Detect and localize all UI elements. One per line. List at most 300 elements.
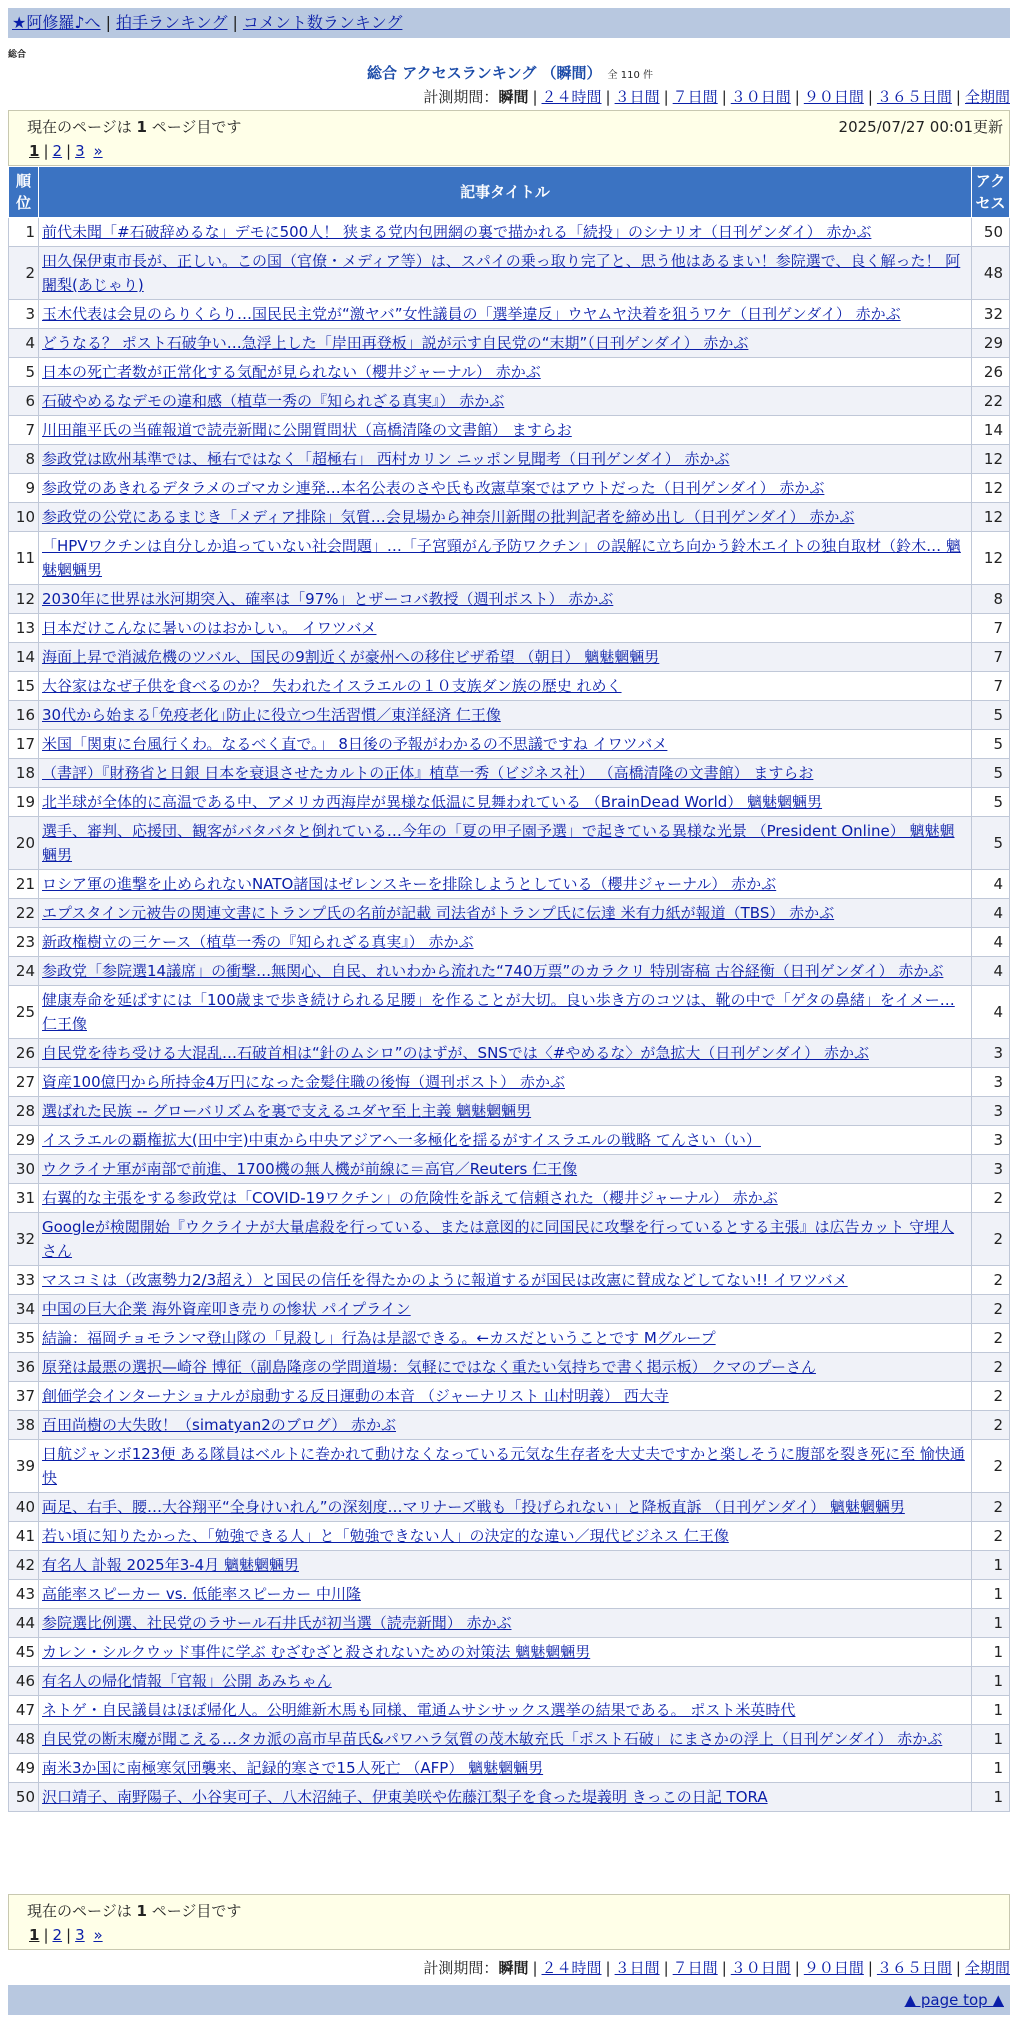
table-row bbox=[9, 1382, 1010, 1411]
title-cell bbox=[39, 1725, 972, 1754]
table-row bbox=[9, 358, 1010, 387]
period-option-4[interactable]: ３０日間 bbox=[730, 88, 791, 106]
article-link[interactable]: 高能率スピーカー vs. 低能率スピーカー 中川隆 bbox=[42, 1585, 361, 1603]
table-row bbox=[9, 1126, 1010, 1155]
access-count-cell: 48 bbox=[972, 247, 1010, 300]
article-link[interactable]: 日航ジャンボ123便 ある隊員はベルトに巻かれて動けなくなっている元気な生存者を大丈夫ですかと楽しそうに腹部を裂き死に至 愉快通快 bbox=[42, 1445, 965, 1487]
access-count-cell: 14 bbox=[972, 416, 1010, 445]
rank-cell: 34 bbox=[9, 1295, 39, 1324]
period-option-7[interactable]: 全期間 bbox=[964, 1959, 1010, 1977]
period-option-5[interactable]: ９０日間 bbox=[803, 1959, 864, 1977]
table-row bbox=[9, 1522, 1010, 1551]
title-cell bbox=[39, 247, 972, 300]
article-link[interactable]: 選手、審判、応援団、観客がバタバタと倒れている…今年の「夏の甲子園予選」で起きている異様な光景 （President Online） 魑魅魍魎男 bbox=[42, 822, 955, 864]
rank-cell: 38 bbox=[9, 1411, 39, 1440]
rank-cell: 16 bbox=[9, 701, 39, 730]
pagination-next[interactable]: » bbox=[93, 142, 103, 160]
pagination-separator: | bbox=[66, 1926, 72, 1944]
article-link[interactable]: マスコミは（改憲勢力2/3超え）と国民の信任を得たかのように報道するが国民は改憲に賛成などしてない!! イワツバメ bbox=[42, 1271, 848, 1289]
period-option-5[interactable]: ９０日間 bbox=[803, 88, 864, 106]
access-count-cell: 4 bbox=[972, 928, 1010, 957]
period-current: 瞬間 bbox=[498, 88, 529, 106]
page-title: 総合 アクセスランキング （瞬間） bbox=[367, 64, 602, 82]
rank-cell: 45 bbox=[9, 1638, 39, 1667]
article-link[interactable]: 玉木代表は会見のらりくらり…国民民主党が“激ヤバ”女性議員の「選挙違反」ウヤムヤ決着を狙うワケ（日刊ゲンダイ） 赤かぶ bbox=[42, 305, 901, 323]
rank-cell: 5 bbox=[9, 358, 39, 387]
nav-separator: | bbox=[105, 13, 111, 32]
rank-cell: 46 bbox=[9, 1667, 39, 1696]
page-indicator-post: ページ目です bbox=[151, 1902, 242, 1920]
period-option-7[interactable]: 全期間 bbox=[964, 88, 1010, 106]
article-link[interactable]: 参政党は欧州基準では、極右ではなく「超極右」 西村カリン ニッポン見聞考（日刊ゲンダイ） 赤かぶ bbox=[42, 450, 730, 468]
article-link[interactable]: 前代未聞「#石破辞めるな」デモに500人！ 狭まる党内包囲網の裏で描かれる「続投」のシナリオ（日刊ゲンダイ） 赤かぶ bbox=[42, 223, 872, 241]
article-link[interactable]: 北半球が全体的に高温である中、アメリカ西海岸が異様な低温に見舞われている （BrainDead World） 魑魅魍魎男 bbox=[42, 793, 823, 811]
page-indicator-post: ページ目です bbox=[151, 118, 242, 136]
title-cell bbox=[39, 1266, 972, 1295]
pagination-page-3[interactable]: 3 bbox=[75, 142, 85, 160]
article-link[interactable]: 参政党「参院選14議席」の衝撃…無関心、自民、れいわから流れた“740万票”のカラクリ 特別寄稿 古谷経衡（日刊ゲンダイ） 赤かぶ bbox=[42, 962, 944, 980]
period-option-3[interactable]: ７日間 bbox=[672, 88, 718, 106]
table-row bbox=[9, 1039, 1010, 1068]
access-count-cell: 2 bbox=[972, 1411, 1010, 1440]
access-count-cell: 3 bbox=[972, 1039, 1010, 1068]
rank-cell: 17 bbox=[9, 730, 39, 759]
title-cell bbox=[39, 1068, 972, 1097]
rank-cell: 31 bbox=[9, 1184, 39, 1213]
article-link[interactable]: 原発は最悪の選択—崎谷 博征（副島隆彦の学問道場：気軽にではなく重たい気持ちで書く掲示板） クマのプーさん bbox=[42, 1358, 816, 1376]
access-count-cell: 2 bbox=[972, 1440, 1010, 1493]
access-count-cell: 12 bbox=[972, 532, 1010, 585]
article-link[interactable]: 沢口靖子、南野陽子、小谷実可子、八木沼純子、伊東美咲や佐藤江梨子を食った堤義明 きっこの日記 TORA bbox=[42, 1788, 768, 1806]
table-header-row bbox=[9, 167, 1010, 218]
title-cell bbox=[39, 1097, 972, 1126]
article-link[interactable]: 米国「関東に台風行くわ。なるべく直で。」 8日後の予報がわかるの不思議ですね イワツバメ bbox=[42, 735, 668, 753]
title-cell bbox=[39, 1551, 972, 1580]
access-count-cell: 2 bbox=[972, 1493, 1010, 1522]
article-link[interactable]: 創価学会インターナショナルが扇動する反日運動の本音 （ジャーナリスト 山村明義） 西大寺 bbox=[42, 1387, 669, 1405]
access-count-cell: 7 bbox=[972, 643, 1010, 672]
article-link[interactable]: 海面上昇で消滅危機のツバル、国民の9割近くが豪州への移住ビザ希望 （朝日） 魑魅魍魎男 bbox=[42, 648, 660, 666]
title-cell bbox=[39, 1382, 972, 1411]
rank-cell: 43 bbox=[9, 1580, 39, 1609]
article-link[interactable]: 日本だけこんなに暑いのはおかしい。 イワツバメ bbox=[42, 619, 377, 637]
access-count-cell: 5 bbox=[972, 759, 1010, 788]
article-link[interactable]: どうなる？ ポスト石破争い…急浮上した「岸田再登板」説が示す自民党の“末期”（日刊ゲンダイ） 赤かぶ bbox=[42, 334, 749, 352]
table-row bbox=[9, 643, 1010, 672]
rank-cell: 25 bbox=[9, 986, 39, 1039]
table-row bbox=[9, 957, 1010, 986]
access-count-cell: 1 bbox=[972, 1609, 1010, 1638]
rank-cell: 21 bbox=[9, 870, 39, 899]
title-cell bbox=[39, 445, 972, 474]
ranking-table-body bbox=[9, 218, 1010, 1812]
article-link[interactable]: ウクライナ軍が南部で前進、1700機の無人機が前線に＝高官／Reuters 仁王像 bbox=[42, 1160, 578, 1178]
title-cell bbox=[39, 1213, 972, 1266]
table-row bbox=[9, 672, 1010, 701]
page-info-top bbox=[8, 110, 1010, 166]
title-cell bbox=[39, 1638, 972, 1667]
access-count-cell: 3 bbox=[972, 1068, 1010, 1097]
rank-cell: 9 bbox=[9, 474, 39, 503]
access-count-cell: 1 bbox=[972, 1551, 1010, 1580]
title-cell bbox=[39, 1580, 972, 1609]
period-option-1[interactable]: ２４時間 bbox=[541, 88, 602, 106]
table-row bbox=[9, 1213, 1010, 1266]
period-separator: | bbox=[721, 88, 727, 106]
title-cell bbox=[39, 585, 972, 614]
table-row bbox=[9, 1725, 1010, 1754]
article-link[interactable]: 参院選比例選、社民党のラサール石井氏が初当選（読売新聞） 赤かぶ bbox=[42, 1614, 512, 1632]
article-link[interactable]: カレン・シルクウッド事件に学ぶ むざむざと殺されないための対策法 魑魅魍魎男 bbox=[42, 1643, 591, 1661]
title-cell bbox=[39, 1295, 972, 1324]
access-count-cell: 2 bbox=[972, 1382, 1010, 1411]
table-row bbox=[9, 1097, 1010, 1126]
access-count-cell: 2 bbox=[972, 1324, 1010, 1353]
pagination-page-2[interactable]: 2 bbox=[52, 142, 63, 160]
table-row bbox=[9, 1580, 1010, 1609]
access-count-cell: 26 bbox=[972, 358, 1010, 387]
article-link[interactable]: 2030年に世界は氷河期突入、確率は「97%」とザーコバ教授（週刊ポスト） 赤かぶ bbox=[42, 590, 614, 608]
rank-cell: 40 bbox=[9, 1493, 39, 1522]
rank-cell: 35 bbox=[9, 1324, 39, 1353]
header-title: 記事タイトル bbox=[39, 167, 972, 218]
total-count: 全 110 件 bbox=[607, 70, 653, 81]
title-cell bbox=[39, 817, 972, 870]
table-row bbox=[9, 218, 1010, 247]
article-link[interactable]: 選ばれた民族 -- グローバリズムを裏で支えるユダヤ至上主義 魑魅魍魎男 bbox=[42, 1102, 532, 1120]
access-count-cell: 5 bbox=[972, 817, 1010, 870]
current-page-number: 1 bbox=[136, 118, 147, 136]
ranking-header bbox=[0, 62, 1020, 87]
page-info-bottom bbox=[8, 1894, 1010, 1950]
page-indicator-pre: 現在のページは bbox=[27, 118, 132, 136]
rank-cell: 11 bbox=[9, 532, 39, 585]
article-link[interactable]: 右翼的な主張をする参政党は「COVID-19ワクチン」の危険性を訴えて信頼された（櫻井ジャーナル） 赤かぶ bbox=[42, 1189, 778, 1207]
rank-cell: 12 bbox=[9, 585, 39, 614]
access-count-cell: 1 bbox=[972, 1754, 1010, 1783]
table-row bbox=[9, 899, 1010, 928]
rank-cell: 49 bbox=[9, 1754, 39, 1783]
article-link[interactable]: 資産100億円から所持金4万円になった金髪住職の後悔（週刊ポスト） 赤かぶ bbox=[42, 1073, 565, 1091]
title-cell bbox=[39, 329, 972, 358]
article-link[interactable]: 有名人の帰化情報「官報」公開 あみちゃん bbox=[42, 1672, 332, 1690]
table-row bbox=[9, 1411, 1010, 1440]
rank-cell: 6 bbox=[9, 387, 39, 416]
rank-cell: 48 bbox=[9, 1725, 39, 1754]
period-option-2[interactable]: ３日間 bbox=[614, 88, 660, 106]
period-separator: | bbox=[663, 1959, 669, 1977]
rank-cell: 29 bbox=[9, 1126, 39, 1155]
title-cell bbox=[39, 672, 972, 701]
title-cell bbox=[39, 928, 972, 957]
title-cell bbox=[39, 1667, 972, 1696]
table-row bbox=[9, 532, 1010, 585]
article-link[interactable]: 百田尚樹の大失敗！（simatyan2のブログ） 赤かぶ bbox=[42, 1416, 397, 1434]
rank-cell: 18 bbox=[9, 759, 39, 788]
title-cell bbox=[39, 730, 972, 759]
access-count-cell: 2 bbox=[972, 1522, 1010, 1551]
table-row bbox=[9, 817, 1010, 870]
article-link[interactable]: 大谷家はなぜ子供を食べるのか？ 失われたイスラエルの１０支族ダン族の歴史 れめく bbox=[42, 677, 622, 695]
article-link[interactable]: 中国の巨大企業 海外資産叩き売りの惨状 パイプライン bbox=[42, 1300, 411, 1318]
access-count-cell: 1 bbox=[972, 1580, 1010, 1609]
title-cell bbox=[39, 986, 972, 1039]
title-cell bbox=[39, 1126, 972, 1155]
access-count-cell: 5 bbox=[972, 788, 1010, 817]
rank-cell: 24 bbox=[9, 957, 39, 986]
access-count-cell: 3 bbox=[972, 1097, 1010, 1126]
table-row bbox=[9, 928, 1010, 957]
clap-ranking-link[interactable]: 拍手ランキング bbox=[115, 13, 228, 32]
period-separator: | bbox=[794, 1959, 800, 1977]
title-cell bbox=[39, 1522, 972, 1551]
pagination-next[interactable]: » bbox=[93, 1926, 103, 1944]
title-cell bbox=[39, 503, 972, 532]
rank-cell: 26 bbox=[9, 1039, 39, 1068]
title-cell bbox=[39, 358, 972, 387]
title-cell bbox=[39, 1155, 972, 1184]
title-cell bbox=[39, 1184, 972, 1213]
article-link[interactable]: 参政党の公党にあるまじき「メディア排除」気質…会見場から神奈川新聞の批判記者を締め出し（日刊ゲンダイ） 赤かぶ bbox=[42, 508, 855, 526]
article-link[interactable]: 自民党を待ち受ける大混乱…石破首相は“針のムシロ”のはずが、SNSでは〈#やめるな〉が急拡大（日刊ゲンダイ） 赤かぶ bbox=[42, 1044, 869, 1062]
title-cell bbox=[39, 1411, 972, 1440]
title-cell bbox=[39, 300, 972, 329]
nav-separator: | bbox=[232, 13, 238, 32]
page-top-link[interactable]: ▲ page top ▲ bbox=[904, 1991, 1004, 2009]
article-link[interactable]: 健康寿命を延ばすには「100歳まで歩き続けられる足腰」を作ることが大切。良い歩き方のコツは、靴の中で「ゲタの鼻緒」をイメー… 仁王像 bbox=[42, 991, 955, 1033]
period-option-6[interactable]: ３６５日間 bbox=[876, 1959, 952, 1977]
rank-cell: 50 bbox=[9, 1783, 39, 1812]
table-row bbox=[9, 1440, 1010, 1493]
rank-cell: 37 bbox=[9, 1382, 39, 1411]
table-row bbox=[9, 300, 1010, 329]
table-row bbox=[9, 1667, 1010, 1696]
access-count-cell: 1 bbox=[972, 1783, 1010, 1812]
title-cell bbox=[39, 957, 972, 986]
rank-cell: 23 bbox=[9, 928, 39, 957]
access-count-cell: 2 bbox=[972, 1184, 1010, 1213]
access-count-cell: 2 bbox=[972, 1266, 1010, 1295]
article-link[interactable]: 日本の死亡者数が正常化する気配が見られない（櫻井ジャーナル） 赤かぶ bbox=[42, 363, 541, 381]
article-link[interactable]: 30代から始まる｢免疫老化｣防止に役立つ生活習慣／東洋経済 仁王像 bbox=[42, 706, 501, 724]
table-row bbox=[9, 1324, 1010, 1353]
pagination-separator: | bbox=[43, 142, 49, 160]
table-row bbox=[9, 1068, 1010, 1097]
article-link[interactable]: 石破やめるなデモの違和感（植草一秀の『知られざる真実』） 赤かぶ bbox=[42, 392, 505, 410]
rank-cell: 20 bbox=[9, 817, 39, 870]
header-rank: 順位 bbox=[9, 167, 39, 218]
title-cell bbox=[39, 899, 972, 928]
top-nav bbox=[8, 8, 1010, 38]
access-count-cell: 7 bbox=[972, 672, 1010, 701]
period-option-4[interactable]: ３０日間 bbox=[730, 1959, 791, 1977]
table-row bbox=[9, 585, 1010, 614]
access-count-cell: 22 bbox=[972, 387, 1010, 416]
title-cell bbox=[39, 1039, 972, 1068]
access-count-cell: 3 bbox=[972, 1155, 1010, 1184]
comment-ranking-link[interactable]: コメント数ランキング bbox=[242, 13, 403, 32]
table-row bbox=[9, 416, 1010, 445]
title-cell bbox=[39, 788, 972, 817]
current-page-number: 1 bbox=[136, 1902, 147, 1920]
period-option-2[interactable]: ３日間 bbox=[614, 1959, 660, 1977]
article-link[interactable]: 結論：福岡チョモランマ登山隊の「見殺し」行為は是認できる。←カスだということです Mグループ bbox=[42, 1329, 716, 1347]
period-separator: | bbox=[955, 1959, 961, 1977]
rank-cell: 30 bbox=[9, 1155, 39, 1184]
access-count-cell: 1 bbox=[972, 1667, 1010, 1696]
table-row bbox=[9, 1184, 1010, 1213]
title-cell bbox=[39, 1754, 972, 1783]
article-link[interactable]: 新政権樹立の三ケース（植草一秀の『知られざる真実』） 赤かぶ bbox=[42, 933, 474, 951]
title-cell bbox=[39, 532, 972, 585]
rank-cell: 1 bbox=[9, 218, 39, 247]
title-cell bbox=[39, 1440, 972, 1493]
table-row bbox=[9, 730, 1010, 759]
rank-cell: 36 bbox=[9, 1353, 39, 1382]
title-cell bbox=[39, 1696, 972, 1725]
rank-cell: 8 bbox=[9, 445, 39, 474]
title-cell bbox=[39, 1353, 972, 1382]
period-option-6[interactable]: ３６５日間 bbox=[876, 88, 952, 106]
title-cell bbox=[39, 1783, 972, 1812]
access-count-cell: 4 bbox=[972, 870, 1010, 899]
article-link[interactable]: 若い頃に知りたかった、「勉強できる人」と「勉強できない人」の決定的な違い／現代ビジネス 仁王像 bbox=[42, 1527, 729, 1545]
access-count-cell: 4 bbox=[972, 986, 1010, 1039]
period-separator: | bbox=[794, 88, 800, 106]
table-row bbox=[9, 1638, 1010, 1667]
table-row bbox=[9, 1155, 1010, 1184]
table-row bbox=[9, 1266, 1010, 1295]
access-count-cell: 29 bbox=[972, 329, 1010, 358]
article-link[interactable]: 参政党のあきれるデタラメのゴマカシ連発…本名公表のさや氏も改憲草案ではアウトだった（日刊ゲンダイ） 赤かぶ bbox=[42, 479, 825, 497]
period-separator: | bbox=[663, 88, 669, 106]
access-count-cell: 32 bbox=[972, 300, 1010, 329]
period-option-3[interactable]: ７日間 bbox=[672, 1959, 718, 1977]
rank-cell: 19 bbox=[9, 788, 39, 817]
access-count-cell: 8 bbox=[972, 585, 1010, 614]
rank-cell: 42 bbox=[9, 1551, 39, 1580]
updated-timestamp: 2025/07/27 00:01更新 bbox=[838, 118, 1003, 136]
period-option-1[interactable]: ２４時間 bbox=[541, 1959, 602, 1977]
title-cell bbox=[39, 1324, 972, 1353]
rank-cell: 28 bbox=[9, 1097, 39, 1126]
title-cell bbox=[39, 614, 972, 643]
access-count-cell: 50 bbox=[972, 218, 1010, 247]
access-count-cell: 2 bbox=[972, 1295, 1010, 1324]
article-link[interactable]: 「HPVワクチンは自分しか追っていない社会問題」…「子宮頸がん予防ワクチン」の誤解に立ち向かう鈴木エイトの独自取材（鈴木… 魑魅魍魎男 bbox=[42, 537, 961, 579]
article-link[interactable]: 田久保伊東市長が、正しい。この国（官僚・メディア等）は、スパイの乗っ取り完了と、思う他はあるまい！参院選で、良く解った！ 阿闍梨(あじゃり) bbox=[42, 252, 961, 294]
table-row bbox=[9, 445, 1010, 474]
rank-cell: 44 bbox=[9, 1609, 39, 1638]
article-link[interactable]: ロシア軍の進撃を止められないNATO諸国はゼレンスキーを排除しようとしている（櫻井ジャーナル） 赤かぶ bbox=[42, 875, 777, 893]
pagination-separator: | bbox=[66, 142, 72, 160]
home-link[interactable]: ★阿修羅♪へ bbox=[12, 13, 101, 32]
table-row bbox=[9, 1551, 1010, 1580]
table-row bbox=[9, 1295, 1010, 1324]
section-label: 総合 bbox=[8, 50, 27, 60]
pagination-page-2[interactable]: 2 bbox=[52, 1926, 63, 1944]
rank-cell: 32 bbox=[9, 1213, 39, 1266]
rank-cell: 4 bbox=[9, 329, 39, 358]
table-row bbox=[9, 1783, 1010, 1812]
article-link[interactable]: Googleが検閲開始『ウクライナが大量虐殺を行っている、または意図的に同国民に攻撃を行っているとする主張』は広告カット 守埋人さん bbox=[42, 1218, 955, 1260]
pagination-separator: | bbox=[43, 1926, 49, 1944]
period-separator: | bbox=[532, 88, 538, 106]
rank-cell: 13 bbox=[9, 614, 39, 643]
period-selector-top bbox=[423, 86, 1010, 108]
rank-cell: 14 bbox=[9, 643, 39, 672]
article-link[interactable]: （書評）『財務省と日銀 日本を衰退させたカルトの正体』植草一秀（ビジネス社） （高橋清隆の文書館） ますらお bbox=[42, 764, 814, 782]
article-link[interactable]: 両足、右手、腰…大谷翔平“全身けいれん”の深刻度…マリナーズ戦も「投げられない」と降板直訴 （日刊ゲンダイ） 魑魅魍魎男 bbox=[42, 1498, 905, 1516]
access-count-cell: 5 bbox=[972, 701, 1010, 730]
article-link[interactable]: 有名人 訃報 2025年3-4月 魑魅魍魎男 bbox=[42, 1556, 299, 1574]
rank-cell: 27 bbox=[9, 1068, 39, 1097]
access-count-cell: 1 bbox=[972, 1696, 1010, 1725]
header-count: アクセス bbox=[972, 167, 1010, 218]
pagination-page-3[interactable]: 3 bbox=[75, 1926, 85, 1944]
rank-cell: 22 bbox=[9, 899, 39, 928]
article-link[interactable]: 南米3か国に南極寒気団襲来、記録的寒さで15人死亡 （AFP） 魑魅魍魎男 bbox=[42, 1759, 544, 1777]
article-link[interactable]: 自民党の断末魔が聞こえる…タカ派の高市早苗氏&パワハラ気質の茂木敏充氏「ポスト石破」にまさかの浮上（日刊ゲンダイ） 赤かぶ bbox=[42, 1730, 943, 1748]
article-link[interactable]: ネトゲ・自民議員はほぼ帰化人。公明維新木馬も同様、電通ムサシサックス選挙の結果である。 ポスト米英時代 bbox=[42, 1701, 796, 1719]
access-count-cell: 3 bbox=[972, 1126, 1010, 1155]
table-row bbox=[9, 1754, 1010, 1783]
table-row bbox=[9, 759, 1010, 788]
ranking-table bbox=[8, 166, 1010, 1812]
access-count-cell: 12 bbox=[972, 474, 1010, 503]
rank-cell: 47 bbox=[9, 1696, 39, 1725]
access-count-cell: 4 bbox=[972, 899, 1010, 928]
article-link[interactable]: エプスタイン元被告の関連文書にトランプ氏の名前が記載 司法省がトランプ氏に伝達 米有力紙が報道（TBS） 赤かぶ bbox=[42, 904, 835, 922]
table-row bbox=[9, 701, 1010, 730]
rank-cell: 2 bbox=[9, 247, 39, 300]
rank-cell: 15 bbox=[9, 672, 39, 701]
pagination-current: 1 bbox=[29, 142, 40, 160]
title-cell bbox=[39, 759, 972, 788]
period-separator: | bbox=[605, 1959, 611, 1977]
table-row bbox=[9, 870, 1010, 899]
title-cell bbox=[39, 218, 972, 247]
period-separator: | bbox=[721, 1959, 727, 1977]
pagination bbox=[27, 139, 991, 163]
period-label: 計測期間： bbox=[423, 1959, 499, 1977]
period-separator: | bbox=[532, 1959, 538, 1977]
period-selector-bottom bbox=[423, 1957, 1010, 1979]
period-label: 計測期間： bbox=[423, 88, 499, 106]
rank-cell: 10 bbox=[9, 503, 39, 532]
access-count-cell: 12 bbox=[972, 445, 1010, 474]
access-count-cell: 12 bbox=[972, 503, 1010, 532]
rank-cell: 7 bbox=[9, 416, 39, 445]
rank-cell: 33 bbox=[9, 1266, 39, 1295]
table-row bbox=[9, 986, 1010, 1039]
title-cell bbox=[39, 474, 972, 503]
title-cell bbox=[39, 643, 972, 672]
table-row bbox=[9, 247, 1010, 300]
title-cell bbox=[39, 870, 972, 899]
access-count-cell: 2 bbox=[972, 1213, 1010, 1266]
page-indicator-pre: 現在のページは bbox=[27, 1902, 132, 1920]
period-separator: | bbox=[867, 1959, 873, 1977]
table-row bbox=[9, 387, 1010, 416]
table-row bbox=[9, 1493, 1010, 1522]
article-link[interactable]: イスラエルの覇権拡大(田中宇)中東から中央アジアへ一多極化を揺るがすイスラエルの戦略 てんさい（い） bbox=[42, 1131, 761, 1149]
access-count-cell: 2 bbox=[972, 1353, 1010, 1382]
title-cell bbox=[39, 387, 972, 416]
access-count-cell: 1 bbox=[972, 1725, 1010, 1754]
article-link[interactable]: 川田龍平氏の当確報道で読売新聞に公開質問状（高橋清隆の文書館） ますらお bbox=[42, 421, 572, 439]
table-row bbox=[9, 474, 1010, 503]
